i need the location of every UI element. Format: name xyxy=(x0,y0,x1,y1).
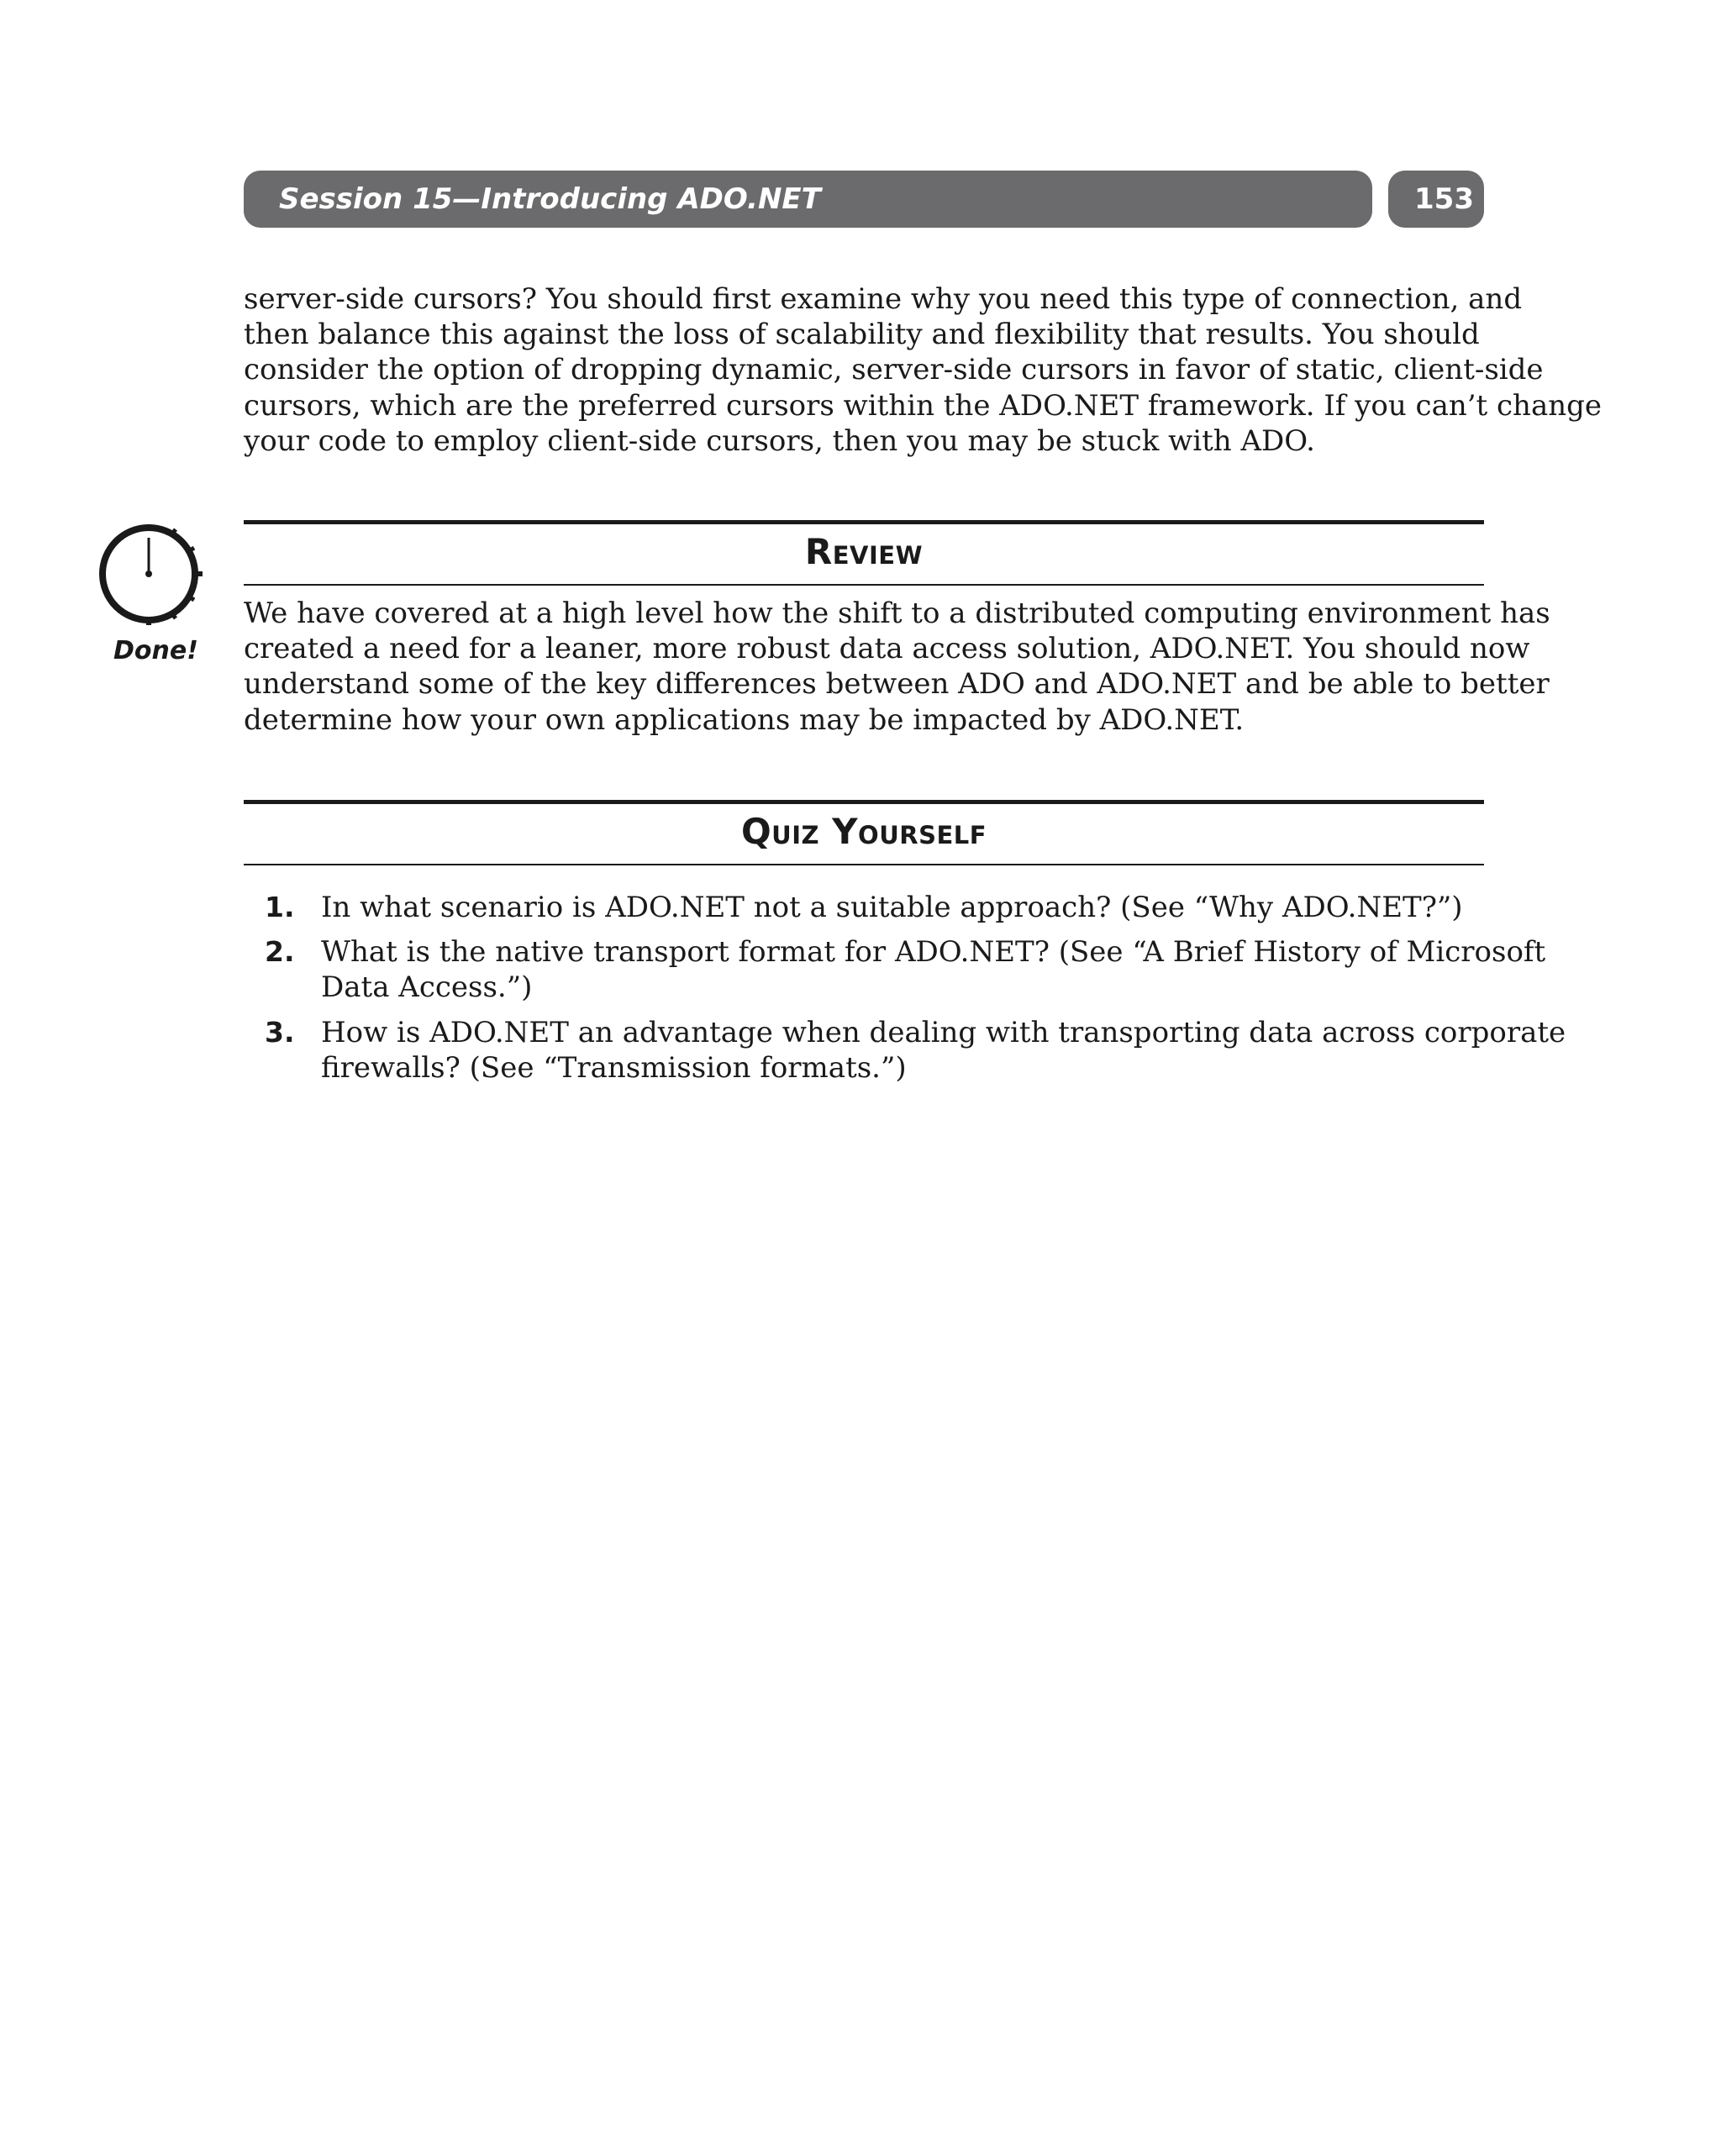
section-rule-bottom xyxy=(244,584,1484,586)
paragraph-line: your code to employ client-side cursors, then you may be stuck with ADO. xyxy=(244,423,1315,458)
intro-paragraph xyxy=(244,281,1603,459)
paragraph-line: created a need for a leaner, more robust data access solution, ADO.NET. You should now xyxy=(244,632,1530,666)
quiz-item-number: 2. xyxy=(265,935,295,969)
quiz-item-number: 3. xyxy=(265,1015,295,1049)
stopwatch-icon xyxy=(97,519,206,628)
quiz-item-line: firewalls? (See “Transmission formats.”) xyxy=(321,1050,907,1085)
paragraph-line: then balance this against the loss of scalability and flexibility that results. You should xyxy=(244,318,1480,352)
page-number: 153 xyxy=(1414,182,1474,216)
quiz-item xyxy=(244,890,1484,925)
paragraph-line: determine how your own applications may be impacted by ADO.NET. xyxy=(244,702,1245,737)
session-title: Session 15—Introducing ADO.NET xyxy=(279,182,821,216)
section-rule-top xyxy=(244,520,1484,524)
done-label: Done! xyxy=(113,636,198,665)
running-header xyxy=(244,171,1372,228)
paragraph-line: We have covered at a high level how the shift to a distributed computing environment has xyxy=(244,597,1550,630)
quiz-list xyxy=(244,890,1566,1095)
quiz-item-line: How is ADO.NET an advantage when dealing with transporting data across corporate xyxy=(321,1015,1566,1049)
paragraph-line: consider the option of dropping dynamic, server-side cursors in favor of static, client-side xyxy=(244,353,1544,387)
review-heading: Review xyxy=(804,531,924,572)
quiz-item-number: 1. xyxy=(265,891,295,923)
quiz-item-line: In what scenario is ADO.NET not a suitable approach? (See “Why ADO.NET?”) xyxy=(321,891,1463,924)
review-paragraph xyxy=(244,596,1550,738)
quiz-item xyxy=(244,1015,1566,1086)
section-rule-bottom xyxy=(244,864,1484,865)
paragraph-line: cursors, which are the preferred cursors within the ADO.NET framework. If you can’t change xyxy=(244,388,1603,423)
quiz-item-line: What is the native transport format for ADO.NET? (See “A Brief History of Microsoft xyxy=(321,935,1546,970)
paragraph-line: understand some of the key differences between ADO and ADO.NET and be able to better xyxy=(244,667,1550,702)
page-number-tab xyxy=(1388,171,1484,228)
paragraph-line: server-side cursors? You should first examine why you need this type of connection, and xyxy=(244,282,1523,316)
quiz-item xyxy=(244,934,1546,1005)
quiz-item-line: Data Access.”) xyxy=(321,970,533,1005)
quiz-heading: Quiz Yourself xyxy=(740,811,987,852)
section-rule-top xyxy=(244,800,1484,804)
